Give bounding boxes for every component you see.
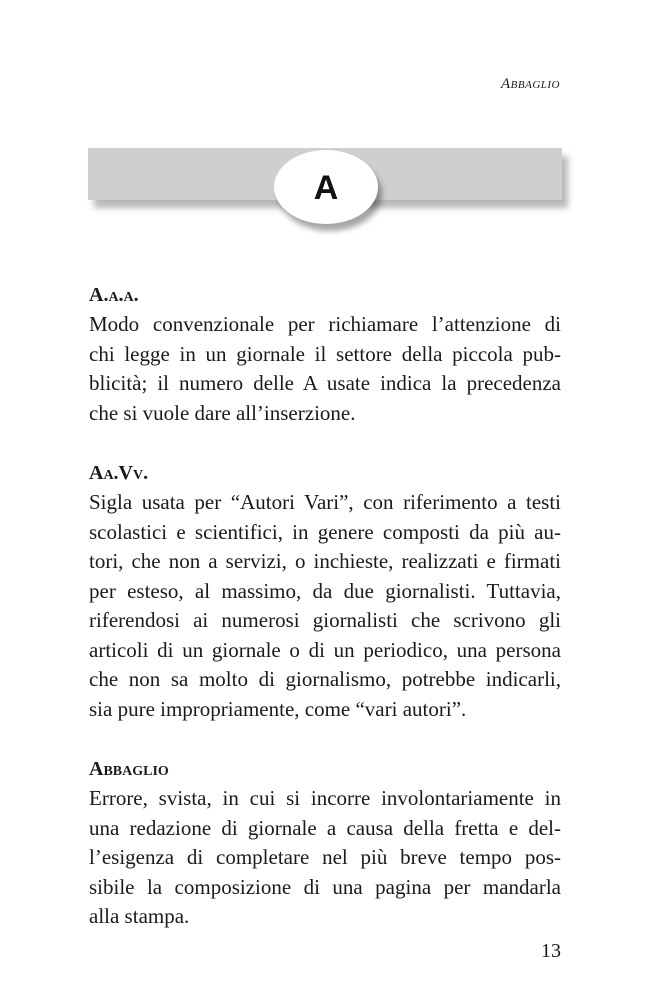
entry-aaa bbox=[89, 280, 561, 428]
definition-line: scolastici e scientifici, in genere composti da più au- bbox=[89, 519, 561, 544]
definition-line: che non sa molto di giornalismo, potrebbe indicarli, bbox=[89, 667, 561, 691]
entry-abbaglio bbox=[89, 754, 561, 932]
definition-line: Errore, svista, in cui si incorre involontariamente in bbox=[89, 786, 561, 810]
entry-definition bbox=[89, 784, 561, 932]
definition-line: alla stampa. bbox=[89, 904, 190, 928]
entry-aavv bbox=[89, 458, 561, 724]
definition-line: articoli di un giornale o di un periodico, una persona bbox=[89, 637, 561, 662]
definition-line: tori, che non a servizi, o inchieste, realizzati e firmati bbox=[89, 549, 561, 573]
definition-line: per esteso, al massimo, da due giornalisti. Tuttavia, bbox=[89, 578, 561, 603]
entry-term: Abbaglio bbox=[89, 758, 169, 780]
definition-line: l’esigenza di completare nel più breve tempo pos- bbox=[89, 845, 561, 869]
section-letter-badge bbox=[274, 150, 378, 224]
page-number: 13 bbox=[541, 940, 561, 962]
section-letter: A bbox=[313, 168, 339, 207]
definition-line: una redazione di giornale a causa della fretta e del- bbox=[89, 815, 561, 840]
definition-line: sibile la composizione di una pagina per mandarla bbox=[89, 874, 561, 899]
definition-line: sia pure impropriamente, come “vari autori”. bbox=[89, 696, 467, 721]
entry-term: Aa.Vv. bbox=[89, 462, 149, 484]
running-head: Abbaglio bbox=[501, 76, 560, 92]
definition-line: riferendosi ai numerosi giornalisti che scrivono gli bbox=[89, 608, 561, 632]
definition-line: chi legge in un giornale il settore della piccola pub- bbox=[89, 341, 561, 366]
definition-line: Modo convenzionale per richiamare l’attenzione di bbox=[89, 312, 561, 336]
definition-line: che si vuole dare all’inserzione. bbox=[89, 400, 356, 425]
dictionary-entries bbox=[89, 280, 561, 962]
definition-line: Sigla usata per “Autori Vari”, con riferimento a testi bbox=[89, 490, 561, 514]
entry-definition bbox=[89, 310, 561, 428]
definition-line: blicità; il numero delle A usate indica la precedenza bbox=[89, 371, 561, 395]
entry-term: A.a.a. bbox=[89, 284, 139, 306]
entry-definition bbox=[89, 488, 561, 724]
